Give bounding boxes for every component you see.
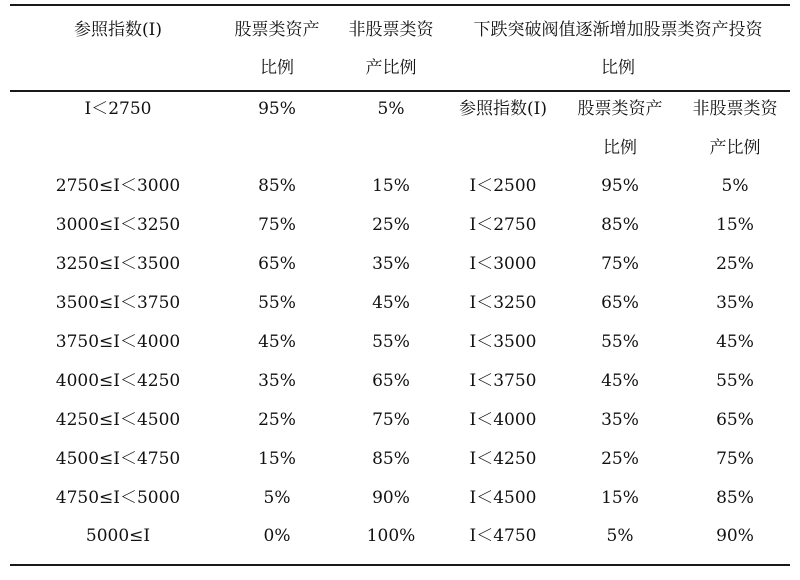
row-7-stock: 15%	[258, 449, 296, 469]
row-3-stock2: 65%	[601, 293, 639, 313]
header-nonstock-ratio-line2: 产比例	[365, 58, 417, 78]
header-reference-index: 参照指数(I)	[74, 20, 162, 40]
subheader-reference-index: 参照指数(I)	[459, 99, 547, 119]
row-3-index: 3500≤I＜3750	[55, 293, 181, 313]
subheader-stock-ratio-line1: 股票类资产	[577, 99, 663, 119]
row-6-nonstock2: 65%	[716, 410, 754, 430]
subheader-stock-ratio-line2: 比例	[603, 138, 637, 158]
bottom-rule	[10, 564, 790, 566]
row-2-index: 3250≤I＜3500	[55, 254, 181, 274]
row-5-stock: 35%	[258, 371, 296, 391]
row-3-nonstock2: 35%	[716, 293, 754, 313]
row-4-index2: I＜3500	[469, 332, 537, 352]
row-9-index2: I＜4750	[469, 526, 537, 546]
row-9-stock2: 5%	[606, 526, 634, 546]
header-group-line2: 比例	[601, 58, 635, 78]
row-7-nonstock2: 75%	[716, 449, 754, 469]
row-9-stock: 0%	[263, 526, 291, 546]
header-rule	[10, 90, 790, 92]
row-2-nonstock: 35%	[372, 254, 410, 274]
row-2-index2: I＜3000	[469, 254, 537, 274]
row-9-nonstock2: 90%	[716, 526, 754, 546]
first-row-nonstock: 5%	[377, 99, 405, 119]
header-stock-ratio-line1: 股票类资产	[234, 20, 320, 40]
row-6-nonstock: 75%	[372, 410, 410, 430]
row-3-stock: 55%	[258, 293, 296, 313]
row-1-nonstock2: 15%	[716, 215, 754, 235]
row-4-stock2: 55%	[601, 332, 639, 352]
header-group-line1: 下跌突破阀值逐渐增加股票类资产投资	[473, 20, 763, 40]
top-rule	[10, 4, 790, 6]
row-3-nonstock: 45%	[372, 293, 410, 313]
row-7-nonstock: 85%	[372, 449, 410, 469]
row-4-stock: 45%	[258, 332, 296, 352]
row-4-nonstock2: 45%	[716, 332, 754, 352]
row-5-nonstock: 65%	[372, 371, 410, 391]
first-row-stock: 95%	[258, 99, 296, 119]
row-1-nonstock: 25%	[372, 215, 410, 235]
row-2-stock2: 75%	[601, 254, 639, 274]
row-1-stock: 75%	[258, 215, 296, 235]
row-5-index2: I＜3750	[469, 371, 537, 391]
row-0-nonstock2: 5%	[721, 176, 749, 196]
row-2-nonstock2: 25%	[716, 254, 754, 274]
row-4-nonstock: 55%	[372, 332, 410, 352]
row-3-index2: I＜3250	[469, 293, 537, 313]
row-0-index: 2750≤I＜3000	[55, 176, 181, 196]
first-row-index: I＜2750	[84, 99, 152, 119]
row-6-index: 4250≤I＜4500	[55, 410, 181, 430]
header-nonstock-ratio-line1: 非股票类资	[348, 20, 434, 40]
row-7-index: 4500≤I＜4750	[55, 449, 181, 469]
row-6-index2: I＜4000	[469, 410, 537, 430]
row-5-index: 4000≤I＜4250	[55, 371, 181, 391]
row-8-nonstock: 90%	[372, 488, 410, 508]
row-0-stock2: 95%	[601, 176, 639, 196]
row-5-nonstock2: 55%	[716, 371, 754, 391]
row-2-stock: 65%	[258, 254, 296, 274]
row-5-stock2: 45%	[601, 371, 639, 391]
row-0-stock: 85%	[258, 176, 296, 196]
row-9-index: 5000≤I	[85, 526, 151, 546]
row-6-stock: 25%	[258, 410, 296, 430]
row-1-index: 3000≤I＜3250	[55, 215, 181, 235]
row-1-stock2: 85%	[601, 215, 639, 235]
row-8-nonstock2: 85%	[716, 488, 754, 508]
row-7-index2: I＜4250	[469, 449, 537, 469]
row-9-nonstock: 100%	[366, 526, 416, 546]
row-8-stock: 5%	[263, 488, 291, 508]
row-4-index: 3750≤I＜4000	[55, 332, 181, 352]
row-6-stock2: 35%	[601, 410, 639, 430]
row-8-index: 4750≤I＜5000	[55, 488, 181, 508]
row-1-index2: I＜2750	[469, 215, 537, 235]
header-stock-ratio-line2: 比例	[260, 58, 294, 78]
row-0-index2: I＜2500	[469, 176, 537, 196]
row-8-stock2: 15%	[601, 488, 639, 508]
row-8-index2: I＜4500	[469, 488, 537, 508]
subheader-nonstock-ratio-line2: 产比例	[709, 138, 761, 158]
row-7-stock2: 25%	[601, 449, 639, 469]
row-0-nonstock: 15%	[372, 176, 410, 196]
subheader-nonstock-ratio-line1: 非股票类资	[692, 99, 778, 119]
